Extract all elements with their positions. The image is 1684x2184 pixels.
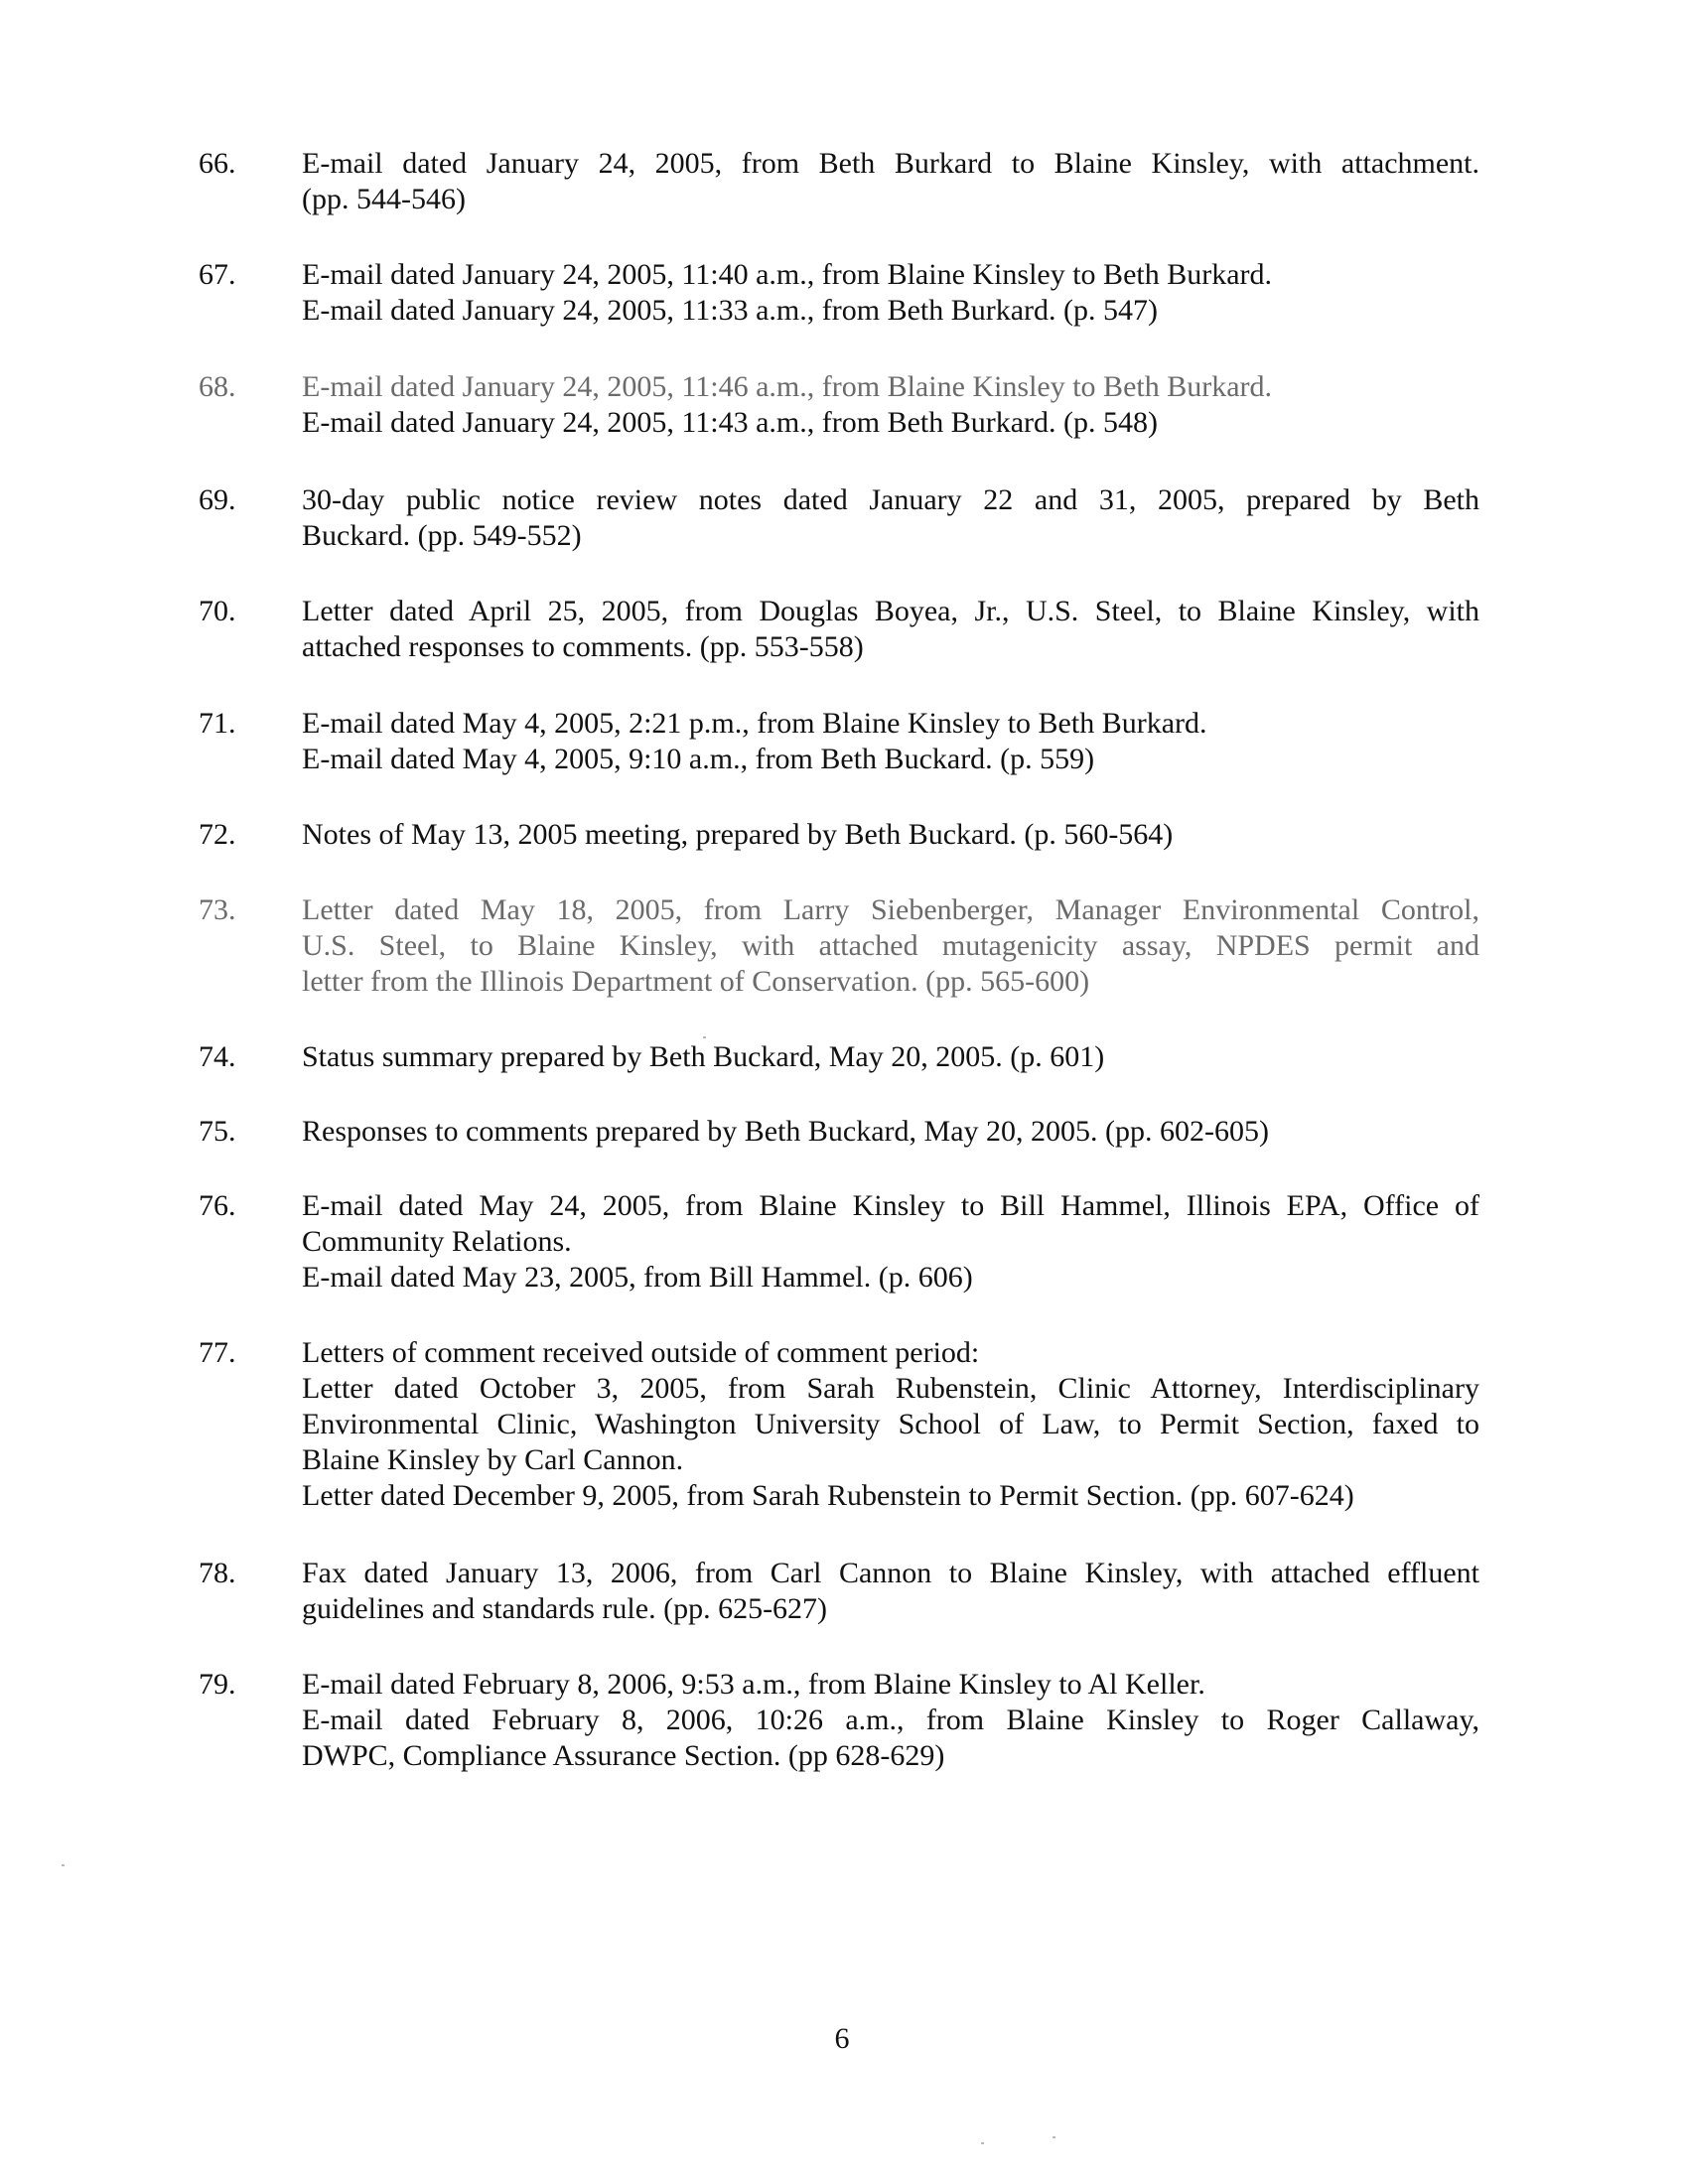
item-number: 69. — [199, 483, 236, 516]
item-text — [302, 1335, 1479, 1514]
item-text — [302, 146, 1479, 217]
item-line: U.S. Steel, to Blaine Kinsley, with attached mutagenicity assay, NPDES permit and — [302, 929, 1479, 962]
item-line: E-mail dated May 23, 2005, from Bill Hammel. (p. 606) — [302, 1261, 973, 1294]
item-number: 72. — [199, 818, 236, 851]
item-line: E-mail dated January 24, 2005, 11:33 a.m., from Beth Burkard. (p. 547) — [302, 294, 1159, 327]
item-line: E-mail dated February 8, 2006, 9:53 a.m., from Blaine Kinsley to Al Keller. — [302, 1668, 1205, 1701]
item-number: 73. — [199, 893, 236, 926]
item-line: E-mail dated May 4, 2005, 2:21 p.m., from Blaine Kinsley to Beth Burkard. — [302, 707, 1207, 740]
item-text — [302, 1188, 1479, 1296]
item-line: Fax dated January 13, 2006, from Carl Cannon to Blaine Kinsley, with attached effluent — [302, 1557, 1479, 1589]
item-line: Letter dated December 9, 2005, from Sarah Rubenstein to Permit Section. (pp. 607-624) — [302, 1479, 1354, 1512]
item-line: E-mail dated May 4, 2005, 9:10 a.m., from Beth Buckard. (p. 559) — [302, 743, 1095, 775]
item-number: 67. — [199, 258, 236, 291]
item-line: E-mail dated February 8, 2006, 10:26 a.m., from Blaine Kinsley to Roger Callaway, — [302, 1704, 1479, 1736]
item-line: Letters of comment received outside of comment period: — [302, 1336, 980, 1369]
item-number: 74. — [199, 1040, 236, 1073]
item-number: 70. — [199, 595, 236, 627]
item-line: DWPC, Compliance Assurance Section. (pp 628-629) — [302, 1739, 945, 1772]
item-line: Buckard. (pp. 549-552) — [302, 519, 582, 552]
item-line: Letter dated April 25, 2005, from Douglas Boyea, Jr., U.S. Steel, to Blaine Kinsley, with — [302, 595, 1479, 627]
item-text — [302, 482, 1479, 554]
item-text — [302, 369, 1479, 441]
item-line: Community Relations. — [302, 1225, 572, 1258]
item-line: E-mail dated January 24, 2005, 11:40 a.m., from Blaine Kinsley to Beth Burkard. — [302, 258, 1273, 291]
item-number: 75. — [199, 1115, 236, 1148]
item-line: Notes of May 13, 2005 meeting, prepared by Beth Buckard. (p. 560-564) — [302, 818, 1174, 851]
item-line: letter from the Illinois Department of Conservation. (pp. 565-600) — [302, 965, 1090, 998]
item-text — [302, 1114, 1479, 1150]
item-number: 68. — [199, 370, 236, 403]
scan-speck — [62, 1864, 65, 1866]
item-number: 79. — [199, 1668, 236, 1701]
item-number: 66. — [199, 147, 236, 180]
item-line: E-mail dated January 24, 2005, 11:46 a.m., from Blaine Kinsley to Beth Burkard. — [302, 370, 1273, 403]
item-line: attached responses to comments. (pp. 553-558) — [302, 630, 864, 663]
item-text — [302, 594, 1479, 665]
item-number: 76. — [199, 1189, 236, 1222]
item-line: (pp. 544-546) — [302, 183, 466, 215]
item-number: 77. — [199, 1336, 236, 1369]
item-line: E-mail dated May 24, 2005, from Blaine Kinsley to Bill Hammel, Illinois EPA, Office of — [302, 1189, 1479, 1222]
item-number: 71. — [199, 707, 236, 740]
item-line: 30-day public notice review notes dated January 22 and 31, 2005, prepared by Beth — [302, 483, 1479, 516]
item-text — [302, 257, 1479, 329]
scan-speck — [703, 1036, 706, 1038]
item-line: Responses to comments prepared by Beth Buckard, May 20, 2005. (pp. 602-605) — [302, 1115, 1269, 1148]
item-line: guidelines and standards rule. (pp. 625-627) — [302, 1592, 828, 1625]
item-line: E-mail dated January 24, 2005, from Beth Burkard to Blaine Kinsley, with attachment. — [302, 147, 1479, 180]
scan-speck — [981, 2142, 984, 2144]
item-text — [302, 892, 1479, 1000]
item-line: E-mail dated January 24, 2005, 11:43 a.m., from Beth Burkard. (p. 548) — [302, 406, 1159, 439]
item-line: Letter dated October 3, 2005, from Sarah Rubenstein, Clinic Attorney, Interdisciplinary — [302, 1372, 1479, 1405]
item-text — [302, 817, 1479, 853]
page-number: 6 — [834, 2022, 850, 2055]
item-text — [302, 706, 1479, 777]
item-number: 78. — [199, 1557, 236, 1589]
scan-speck — [1052, 2136, 1055, 2138]
item-text — [302, 1039, 1479, 1075]
item-line: Letter dated May 18, 2005, from Larry Siebenberger, Manager Environmental Control, — [302, 893, 1479, 926]
item-line: Blaine Kinsley by Carl Cannon. — [302, 1443, 684, 1476]
item-line: Status summary prepared by Beth Buckard, May 20, 2005. (p. 601) — [302, 1040, 1105, 1073]
item-line: Environmental Clinic, Washington University School of Law, to Permit Section, faxed to — [302, 1408, 1479, 1440]
item-text — [302, 1667, 1479, 1774]
item-text — [302, 1556, 1479, 1627]
